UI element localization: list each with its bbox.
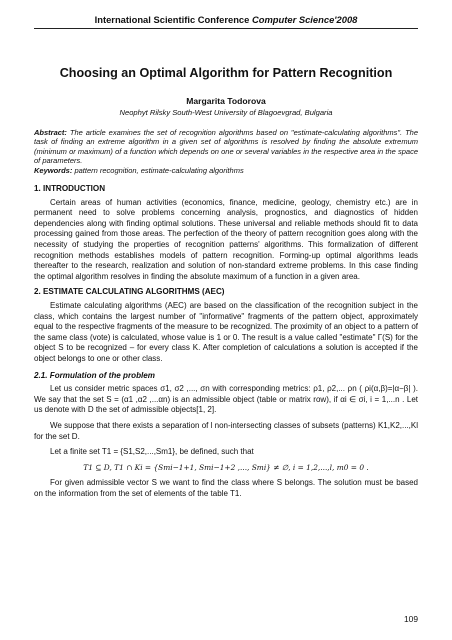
- header-rule: [34, 28, 418, 29]
- keywords-label: Keywords:: [34, 165, 73, 175]
- intro-paragraph: Certain areas of human activities (economics, finance, medicine, geology, chemistry etc.) are in permanent need to solve problems concerning analysis, prognostics, and diagnostics of hidden dependencies along with finding optimal solutions. These universal and reliable methods should fit to data processing gained from those areas. The perfection of the theory of pattern recognition goes along with the necessity of studying the properties of recognition patterns' algorithms. This formalization of different recognition methods establishes models of pattern recognition. Forming-up optimal algorithms leads thereafter to the research, realization and solution of non-standard extreme problems. In this case finding the optimal algorithm resolves in finding the absolute maximum of a function in a given area.: [34, 197, 418, 281]
- metric-spaces-paragraph: Let us consider metric spaces σ1, σ2 ,..., σn with corresponding metrics: ρ1, ρ2,... ρn ( ρi(α,β)=|α−β| ). We say that the set S = (α1 ,α2 ,...αn) is an admissible object (table or matrix row), if αi ∈ σi, i = 1,...n . Let us denote with D the set of admissible objects[1, 2].: [34, 384, 418, 415]
- conference-name: International Scientific Conference: [94, 14, 250, 25]
- abstract-label: Abstract:: [34, 128, 67, 137]
- aec-paragraph: Estimate calculating algorithms (AEC) are based on the classification of the recognition subject in the class, which contains the largest number of "informative" fragments of the pattern object, approximately equal to the respective fragments of the measure to be recognized. The proximity of an object to a pattern of the same class (vote) is calculated, whose value is 1 or 0. The result is a value called "estimate" Γ(S) for the object S to be recognized – for every class K. After completion of calculations a solution is accepted if the object belongs to one or other class.: [34, 300, 418, 363]
- paper-body: [34, 128, 418, 504]
- classes-paragraph: We suppose that there exists a separation of l non-intersecting classes of subsets (patterns) K1,K2,...,Kl for the set D.: [34, 420, 418, 441]
- set-equation: T1 ⊆ D, T1 ∩ Ki = {Smi−1+1, Smi−1+2 ,..., Smi} ≠ ∅, i = 1,2,...,l, m0 = 0 .: [83, 462, 369, 472]
- conference-italic: Computer Science'2008: [251, 14, 358, 25]
- final-paragraph: For given admissible vector S we want to find the class where S belongs. The solution must be based on the information from the set of elements of the table T1.: [34, 478, 418, 498]
- page-number: 109: [404, 614, 418, 624]
- section-1-heading: 1. INTRODUCTION: [34, 184, 106, 194]
- conference-header: [0, 14, 452, 25]
- subsection-heading: 2.1. Formulation of the problem: [34, 370, 155, 380]
- paper-title: Choosing an Optimal Algorithm for Pattern Recognition: [59, 66, 393, 80]
- abstract-block: [34, 128, 418, 175]
- abstract-text: The article examines the set of recognition algorithms based on "estimate-calculating algorithms". The task of finding an extreme algorithm in a given set of algorithms is resolved by finding the absolute extremum (minimum or maximum) of a function which depends on one or several variables in the respective area in the space of parameters.: [34, 128, 418, 166]
- finite-set-paragraph: Let a finite set T1 = {S1,S2,...,Sm1}, be defined, such that: [50, 447, 254, 457]
- author-name: Margarita Todorova: [186, 96, 266, 106]
- section-2-heading: 2. ESTIMATE CALCULATING ALGORITHMS (AEC): [34, 287, 225, 297]
- author-affiliation: Neophyt Rilsky South-West University of Blagoevgrad, Bulgaria: [119, 108, 333, 117]
- keywords-text: pattern recognition, estimate-calculating algorithms: [74, 165, 244, 175]
